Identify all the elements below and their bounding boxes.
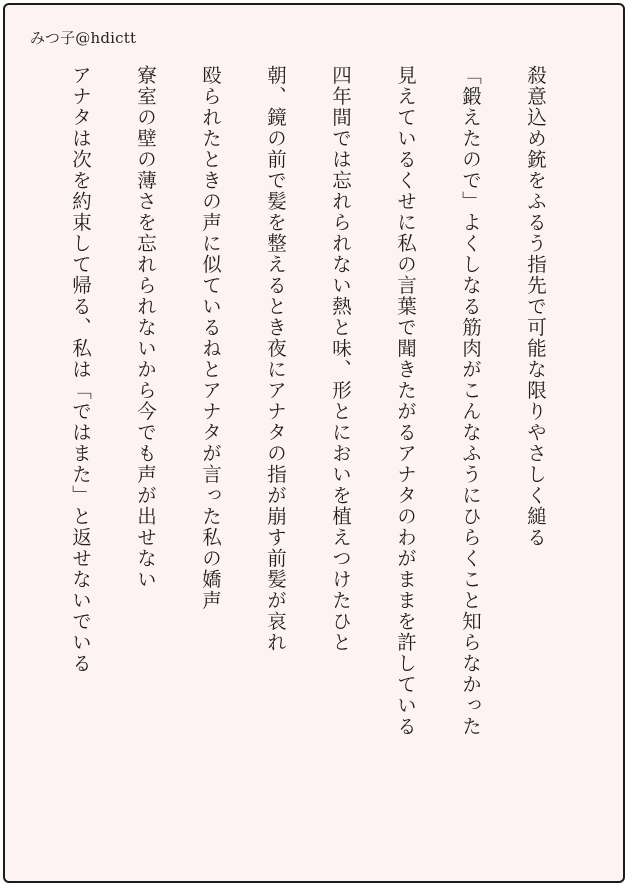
poem-line-8: アナタは次を約束して帰る、私は「ではまた」と返せないでいる	[69, 65, 92, 674]
poem-line-3: 見えているくせに私の言葉で聞きたがるアナタのわがままを許している	[394, 65, 417, 737]
poem-line-6: 殴られたときの声に似ているねとアナタが言った私の嬌声	[199, 65, 222, 611]
poem-line-7: 寮室の壁の薄さを忘れられないから今でも声が出せない	[134, 65, 157, 590]
poem-line-2: 「鍛えたので」よくしなる筋肉がこんなふうにひらくこと知らなかった	[459, 65, 482, 737]
poem-line-1: 殺意込め銃をふるう指先で可能な限りやさしく縋る	[524, 65, 547, 548]
poem-line-5: 朝、鏡の前で髪を整えるとき夜にアナタの指が崩す前髪が哀れ	[264, 65, 287, 653]
poem-card	[3, 3, 625, 883]
poem-line-4: 四年間では忘れられない熱と味、形とにおいを植えつけたひと	[329, 65, 352, 653]
poem-body	[48, 65, 568, 855]
author-handle: みつ子@hdictt	[30, 29, 137, 47]
